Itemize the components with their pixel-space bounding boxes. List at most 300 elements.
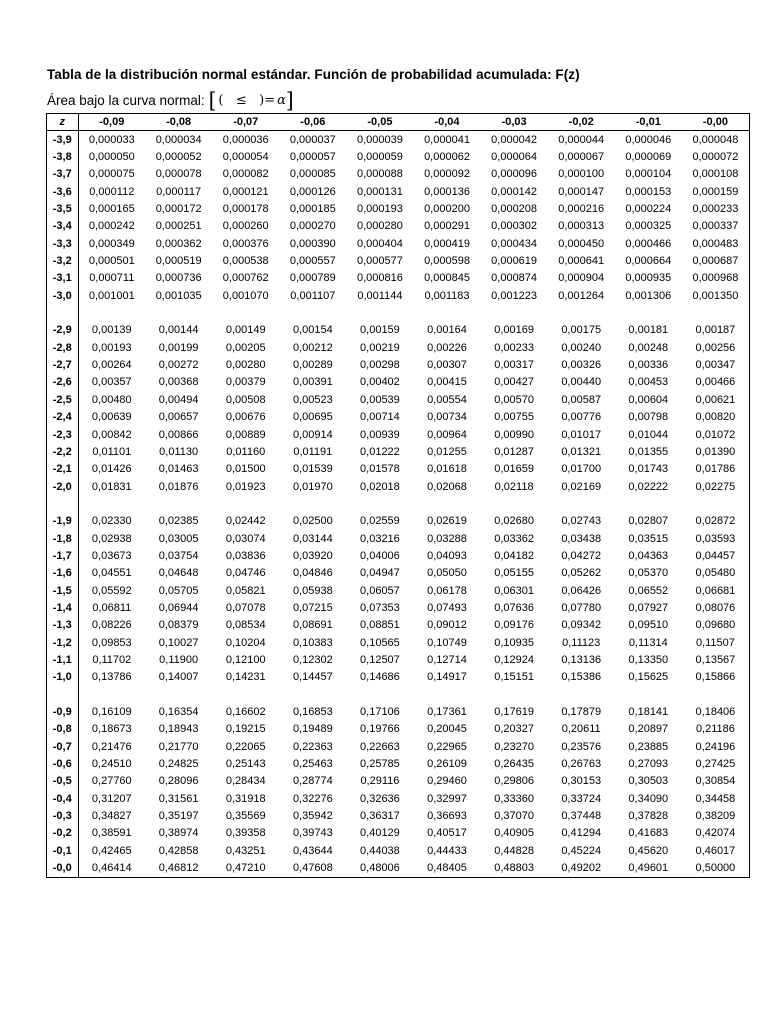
probability-cell: 0,000172 (155, 203, 202, 216)
probability-cell: 0,01539 (292, 463, 333, 476)
probability-cell: 0,00427 (494, 376, 534, 389)
probability-cell: 0,000112 (89, 185, 135, 198)
z-value-cell: -2,4 (47, 409, 78, 426)
probability-cell: 0,05155 (494, 567, 534, 580)
probability-table (47, 114, 749, 877)
column-header: -0,03 (481, 114, 548, 131)
probability-cell: 0,15866 (695, 671, 736, 684)
probability-cell: 0,48405 (427, 862, 467, 875)
probability-cell: 0,32636 (360, 792, 400, 805)
table-row (47, 617, 749, 634)
probability-cell: 0,01130 (159, 445, 199, 458)
z-value-cell: -3,7 (47, 166, 78, 183)
probability-cell: 0,000598 (424, 255, 470, 268)
column-header: -0,01 (615, 114, 682, 131)
probability-cell: 0,12507 (360, 653, 400, 666)
probability-cell: 0,04093 (427, 549, 467, 562)
probability-cell: 0,01017 (561, 428, 602, 441)
column-header: -0,00 (682, 114, 749, 131)
probability-cell: 0,000664 (625, 255, 672, 268)
table-row (47, 166, 749, 183)
probability-cell: 0,22965 (427, 740, 467, 753)
spacer-cell (78, 304, 749, 321)
probability-cell: 0,000062 (424, 151, 470, 164)
probability-cell: 0,07353 (360, 601, 400, 614)
probability-cell: 0,17361 (427, 706, 467, 719)
probability-cell: 0,01786 (695, 463, 736, 476)
probability-cell: 0,47210 (225, 862, 266, 875)
probability-cell: 0,38974 (158, 827, 199, 840)
table-body (47, 131, 749, 877)
probability-cell: 0,04272 (561, 549, 602, 562)
table-row (47, 790, 749, 807)
probability-cell: 0,27760 (91, 775, 132, 788)
table-row (47, 842, 749, 859)
z-value-cell: -0,4 (47, 790, 78, 807)
probability-cell: 0,14231 (225, 671, 266, 684)
z-value-cell: -1,9 (47, 513, 78, 530)
probability-cell: 0,000044 (558, 133, 605, 146)
probability-cell: 0,05050 (427, 567, 467, 580)
probability-cell: 0,000904 (558, 272, 605, 285)
table-row (47, 235, 749, 252)
probability-cell: 0,00587 (561, 393, 602, 406)
probability-cell: 0,02385 (158, 515, 199, 528)
probability-cell: 0,000085 (289, 168, 336, 181)
group-spacer-row (47, 495, 749, 512)
probability-cell: 0,38591 (91, 827, 132, 840)
probability-cell: 0,50000 (695, 862, 736, 875)
probability-cell: 0,01222 (360, 445, 400, 458)
probability-cell: 0,09342 (561, 619, 602, 632)
probability-cell: 0,27425 (695, 758, 736, 771)
table-row (47, 513, 749, 530)
probability-cell: 0,01463 (158, 463, 199, 476)
probability-cell: 0,18673 (91, 723, 132, 736)
table-row (47, 565, 749, 582)
probability-cell: 0,000075 (88, 168, 135, 181)
probability-cell: 0,17879 (561, 706, 602, 719)
probability-cell: 0,000064 (491, 151, 538, 164)
probability-cell: 0,00734 (427, 411, 467, 424)
z-value-cell: -2,7 (47, 356, 78, 373)
probability-cell: 0,07636 (494, 601, 534, 614)
probability-cell: 0,000069 (625, 151, 672, 164)
probability-cell: 0,000233 (692, 203, 739, 216)
z-value-cell: -2,0 (47, 478, 78, 495)
probability-cell: 0,000046 (625, 133, 672, 146)
probability-cell: 0,03515 (628, 532, 669, 545)
probability-cell: 0,00657 (158, 411, 199, 424)
z-value-cell: -3,4 (47, 218, 78, 235)
probability-cell: 0,00570 (494, 393, 534, 406)
probability-cell: 0,32276 (292, 792, 333, 805)
z-value-cell: -1,0 (47, 669, 78, 686)
probability-cell: 0,07493 (427, 601, 467, 614)
probability-cell: 0,02118 (494, 480, 534, 493)
probability-cell: 0,00391 (292, 376, 333, 389)
probability-cell: 0,000349 (88, 237, 135, 250)
probability-cell: 0,46017 (695, 844, 736, 857)
probability-cell: 0,00402 (360, 376, 400, 389)
probability-cell: 0,01191 (293, 445, 333, 458)
probability-cell: 0,49601 (628, 862, 669, 875)
probability-cell: 0,35197 (158, 810, 199, 823)
probability-cell: 0,00539 (360, 393, 400, 406)
probability-cell: 0,14917 (427, 671, 467, 684)
probability-cell: 0,06552 (628, 584, 669, 597)
table-row (47, 599, 749, 616)
probability-cell: 0,03216 (360, 532, 400, 545)
formula-alpha: α (277, 92, 286, 108)
table-row (47, 859, 749, 876)
group-spacer-row (47, 304, 749, 321)
table-row (47, 530, 749, 547)
probability-cell: 0,00298 (360, 359, 400, 372)
probability-cell: 0,13567 (695, 653, 736, 666)
probability-cell: 0,03754 (158, 549, 199, 562)
probability-cell: 0,001144 (357, 289, 403, 302)
probability-cell: 0,00205 (225, 341, 266, 354)
table-row (47, 183, 749, 200)
probability-cell: 0,00842 (91, 428, 132, 441)
probability-cell: 0,000178 (222, 203, 269, 216)
probability-cell: 0,000126 (289, 185, 336, 198)
probability-cell: 0,43644 (292, 844, 333, 857)
probability-cell: 0,001183 (424, 289, 470, 302)
probability-cell: 0,01101 (92, 445, 132, 458)
probability-cell: 0,35569 (225, 810, 266, 823)
table-row (47, 426, 749, 443)
probability-cell: 0,000641 (558, 255, 605, 268)
table-row (47, 374, 749, 391)
probability-cell: 0,09176 (494, 619, 534, 632)
probability-cell: 0,000450 (558, 237, 605, 250)
probability-cell: 0,45620 (628, 844, 669, 857)
probability-cell: 0,00695 (292, 411, 333, 424)
z-value-cell: -2,8 (47, 339, 78, 356)
probability-cell: 0,000059 (356, 151, 403, 164)
probability-cell: 0,02169 (561, 480, 602, 493)
z-value-cell: -0,6 (47, 755, 78, 772)
probability-cell: 0,06944 (158, 601, 199, 614)
z-value-cell: -1,4 (47, 599, 78, 616)
table-row (47, 252, 749, 269)
probability-cell: 0,000036 (222, 133, 269, 146)
probability-cell: 0,02743 (561, 515, 602, 528)
probability-cell: 0,18943 (158, 723, 199, 736)
probability-cell: 0,07215 (292, 601, 333, 614)
probability-cell: 0,00187 (695, 324, 736, 337)
probability-cell: 0,11900 (159, 653, 199, 666)
table-row (47, 200, 749, 217)
probability-cell: 0,000376 (222, 237, 269, 250)
probability-cell: 0,13786 (91, 671, 132, 684)
probability-cell: 0,06178 (427, 584, 467, 597)
probability-cell: 0,00175 (561, 324, 602, 337)
probability-cell: 0,00494 (158, 393, 199, 406)
probability-cell: 0,00415 (427, 376, 467, 389)
z-value-cell: -1,5 (47, 582, 78, 599)
probability-cell: 0,09510 (628, 619, 669, 632)
probability-cell: 0,13136 (561, 653, 602, 666)
probability-cell: 0,42074 (695, 827, 736, 840)
table-row (47, 391, 749, 408)
probability-cell: 0,000816 (356, 272, 403, 285)
probability-cell: 0,10204 (225, 636, 266, 649)
table-row (47, 825, 749, 842)
probability-cell: 0,20897 (628, 723, 669, 736)
probability-cell: 0,00554 (427, 393, 467, 406)
probability-cell: 0,02872 (695, 515, 736, 528)
probability-cell: 0,40905 (494, 827, 534, 840)
probability-cell: 0,09853 (91, 636, 132, 649)
probability-cell: 0,26109 (427, 758, 467, 771)
probability-cell: 0,000968 (692, 272, 739, 285)
probability-cell: 0,000057 (289, 151, 336, 164)
probability-cell: 0,14007 (158, 671, 199, 684)
probability-cell: 0,05938 (292, 584, 333, 597)
probability-cell: 0,16354 (158, 706, 199, 719)
probability-cell: 0,30153 (561, 775, 602, 788)
probability-cell: 0,23885 (628, 740, 669, 753)
probability-cell: 0,000067 (558, 151, 605, 164)
table-row (47, 131, 749, 149)
z-value-cell: -2,6 (47, 374, 78, 391)
probability-cell: 0,29116 (360, 775, 400, 788)
probability-cell: 0,15151 (494, 671, 534, 684)
spacer-cell (78, 686, 749, 703)
z-column-header: z (47, 114, 78, 131)
probability-cell: 0,00181 (628, 324, 669, 337)
z-value-cell: -2,3 (47, 426, 78, 443)
probability-cell: 0,000216 (558, 203, 605, 216)
probability-cell: 0,25143 (225, 758, 266, 771)
probability-cell: 0,25463 (292, 758, 333, 771)
probability-cell: 0,000078 (155, 168, 202, 181)
probability-cell: 0,03836 (225, 549, 266, 562)
spacer-cell (78, 495, 749, 512)
column-header: -0,04 (413, 114, 480, 131)
probability-cell: 0,23270 (494, 740, 534, 753)
z-value-cell: -3,0 (47, 287, 78, 304)
probability-cell: 0,16602 (225, 706, 266, 719)
z-value-cell: -3,6 (47, 183, 78, 200)
probability-cell: 0,28774 (292, 775, 333, 788)
probability-cell: 0,04006 (360, 549, 400, 562)
probability-cell: 0,04551 (91, 567, 132, 580)
z-value-cell: -1,6 (47, 565, 78, 582)
probability-cell: 0,00240 (561, 341, 602, 354)
probability-cell: 0,28434 (225, 775, 266, 788)
probability-cell: 0,13350 (628, 653, 669, 666)
probability-cell: 0,31207 (91, 792, 132, 805)
z-value-cell: -2,5 (47, 391, 78, 408)
table-row (47, 356, 749, 373)
formula-right-bracket: ] (285, 87, 294, 113)
probability-cell: 0,000185 (289, 203, 336, 216)
probability-cell: 0,000337 (692, 220, 739, 233)
spacer-z-cell (47, 304, 78, 321)
probability-cell: 0,01578 (360, 463, 400, 476)
probability-cell: 0,15625 (628, 671, 669, 684)
probability-cell: 0,08534 (225, 619, 266, 632)
group-spacer-row (47, 686, 749, 703)
probability-cell: 0,00798 (628, 411, 669, 424)
probability-cell: 0,000121 (222, 185, 269, 198)
probability-cell: 0,01321 (561, 445, 602, 458)
spacer-z-cell (47, 495, 78, 512)
probability-cell: 0,48803 (494, 862, 534, 875)
probability-cell: 0,03144 (292, 532, 333, 545)
probability-cell: 0,34090 (628, 792, 669, 805)
probability-cell: 0,36317 (360, 810, 400, 823)
probability-cell: 0,01743 (628, 463, 669, 476)
probability-cell: 0,04947 (360, 567, 400, 580)
table-row (47, 218, 749, 235)
probability-cell: 0,02018 (360, 480, 400, 493)
probability-cell: 0,03673 (91, 549, 132, 562)
probability-cell: 0,19489 (292, 723, 333, 736)
probability-cell: 0,22663 (360, 740, 400, 753)
probability-cell: 0,001035 (155, 289, 202, 302)
probability-cell: 0,02680 (494, 515, 534, 528)
probability-cell: 0,05592 (91, 584, 132, 597)
probability-cell: 0,000619 (491, 255, 538, 268)
probability-cell: 0,001306 (625, 289, 672, 302)
probability-cell: 0,001223 (491, 289, 538, 302)
probability-cell: 0,00326 (561, 359, 602, 372)
probability-cell: 0,18141 (628, 706, 669, 719)
probability-cell: 0,000131 (356, 185, 403, 198)
probability-cell: 0,22065 (225, 740, 266, 753)
probability-cell: 0,29806 (494, 775, 534, 788)
probability-cell: 0,00256 (695, 341, 736, 354)
probability-cell: 0,04648 (158, 567, 199, 580)
probability-cell: 0,08379 (158, 619, 199, 632)
probability-cell: 0,00307 (427, 359, 467, 372)
probability-cell: 0,001264 (558, 289, 605, 302)
z-value-cell: -3,5 (47, 200, 78, 217)
table-row (47, 807, 749, 824)
probability-cell: 0,12714 (427, 653, 467, 666)
probability-cell: 0,00820 (695, 411, 736, 424)
table-row (47, 478, 749, 495)
probability-cell: 0,28096 (158, 775, 199, 788)
probability-cell: 0,000200 (424, 203, 470, 216)
probability-cell: 0,000291 (424, 220, 470, 233)
probability-cell: 0,000577 (356, 255, 403, 268)
probability-cell: 0,000142 (491, 185, 538, 198)
probability-cell: 0,37828 (628, 810, 669, 823)
probability-cell: 0,000088 (356, 168, 403, 181)
probability-cell: 0,24825 (158, 758, 199, 771)
z-value-cell: -2,1 (47, 461, 78, 478)
probability-cell: 0,33360 (494, 792, 534, 805)
z-value-cell: -0,1 (47, 842, 78, 859)
probability-cell: 0,34827 (91, 810, 132, 823)
probability-cell: 0,000687 (692, 255, 739, 268)
probability-cell: 0,27093 (628, 758, 669, 771)
probability-cell: 0,00676 (225, 411, 266, 424)
probability-cell: 0,000039 (356, 133, 403, 146)
probability-cell: 0,00164 (427, 324, 467, 337)
column-header: -0,06 (279, 114, 346, 131)
probability-cell: 0,40517 (427, 827, 467, 840)
probability-cell: 0,00480 (91, 393, 132, 406)
table-row (47, 339, 749, 356)
probability-cell: 0,000404 (356, 237, 403, 250)
subtitle-label: Área bajo la curva normal: (47, 92, 205, 108)
probability-cell: 0,19766 (360, 723, 400, 736)
probability-cell: 0,07078 (225, 601, 266, 614)
probability-cell: 0,01255 (427, 445, 467, 458)
probability-cell: 0,17106 (360, 706, 400, 719)
probability-cell: 0,11314 (628, 636, 668, 649)
probability-cell: 0,00523 (292, 393, 333, 406)
table-row (47, 547, 749, 564)
probability-cell: 0,37448 (561, 810, 602, 823)
probability-cell: 0,000466 (625, 237, 672, 250)
probability-cell: 0,000711 (89, 272, 135, 285)
table-row (47, 703, 749, 720)
probability-cell: 0,00248 (628, 341, 669, 354)
probability-cell: 0,000147 (558, 185, 605, 198)
z-value-cell: -0,0 (47, 859, 78, 876)
probability-cell: 0,46414 (91, 862, 132, 875)
probability-cell: 0,00639 (91, 411, 132, 424)
probability-cell: 0,00964 (427, 428, 467, 441)
probability-cell: 0,00866 (158, 428, 199, 441)
probability-cell: 0,00604 (628, 393, 669, 406)
probability-cell: 0,000519 (155, 255, 202, 268)
probability-cell: 0,000193 (356, 203, 403, 216)
probability-cell: 0,38209 (695, 810, 736, 823)
probability-cell: 0,000325 (625, 220, 672, 233)
z-value-cell: -3,2 (47, 252, 78, 269)
probability-cell: 0,000153 (625, 185, 672, 198)
probability-cell: 0,00939 (360, 428, 400, 441)
probability-cell: 0,10935 (494, 636, 534, 649)
probability-cell: 0,39743 (292, 827, 333, 840)
table-row (47, 461, 749, 478)
probability-cell: 0,000736 (155, 272, 202, 285)
probability-cell: 0,00357 (91, 376, 132, 389)
probability-cell: 0,02559 (360, 515, 400, 528)
table-row (47, 651, 749, 668)
probability-cell: 0,07780 (561, 601, 602, 614)
probability-cell: 0,06681 (695, 584, 736, 597)
probability-cell: 0,25785 (360, 758, 400, 771)
probability-cell: 0,00144 (158, 324, 199, 337)
probability-cell: 0,000092 (424, 168, 470, 181)
probability-cell: 0,11507 (695, 636, 735, 649)
probability-cell: 0,02619 (427, 515, 467, 528)
column-header: -0,05 (346, 114, 413, 131)
probability-cell: 0,22363 (292, 740, 333, 753)
probability-cell: 0,01700 (561, 463, 602, 476)
probability-cell: 0,20045 (427, 723, 467, 736)
probability-cell: 0,11123 (562, 636, 601, 649)
probability-cell: 0,000033 (88, 133, 135, 146)
probability-cell: 0,11702 (92, 653, 132, 666)
probability-cell: 0,06057 (360, 584, 400, 597)
probability-cell: 0,08691 (292, 619, 333, 632)
probability-cell: 0,01970 (292, 480, 333, 493)
probability-cell: 0,12100 (225, 653, 266, 666)
probability-cell: 0,000136 (424, 185, 470, 198)
probability-cell: 0,42465 (91, 844, 132, 857)
